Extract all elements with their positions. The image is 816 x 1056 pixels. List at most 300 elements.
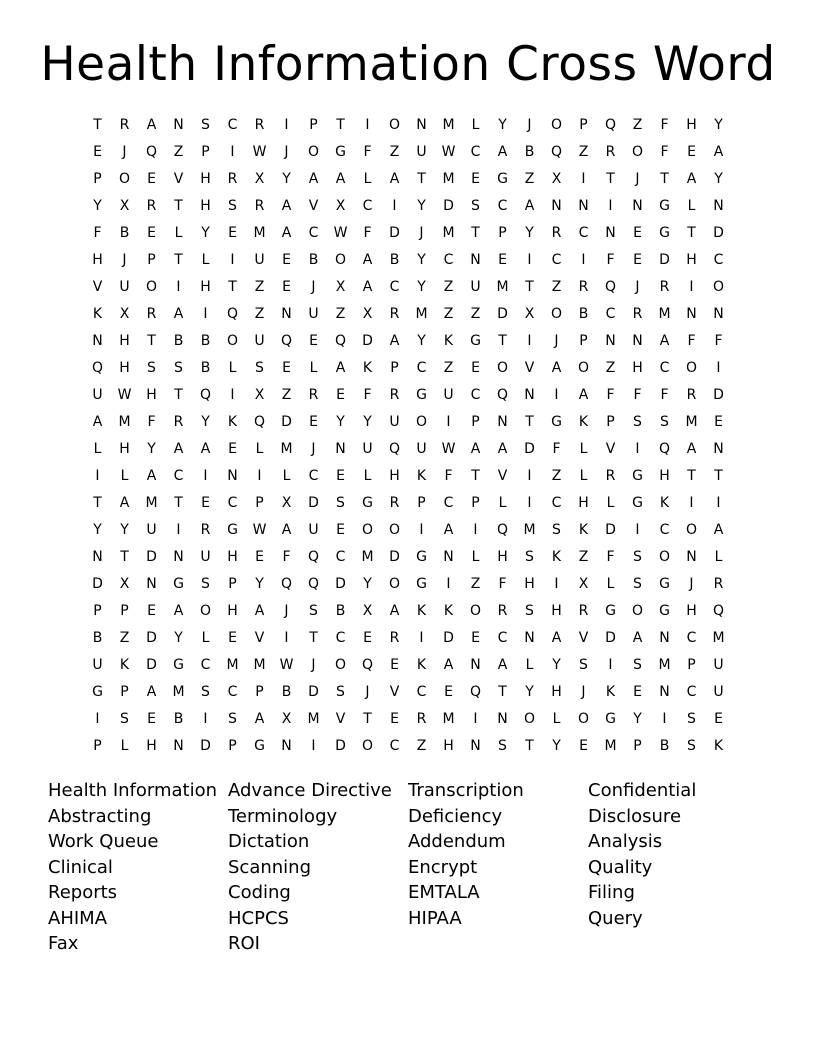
- grid-letter: Y: [201, 225, 210, 241]
- grid-letter: W: [252, 522, 267, 538]
- grid-letter: I: [419, 522, 424, 538]
- grid-letter: B: [308, 252, 319, 268]
- grid-letter: K: [416, 603, 427, 619]
- grid-letter: Y: [93, 522, 102, 538]
- grid-letter: A: [281, 225, 292, 241]
- grid-letter: T: [687, 225, 696, 241]
- grid-letter: O: [199, 603, 212, 619]
- grid-letter: R: [578, 279, 589, 295]
- grid-letter: C: [227, 495, 238, 511]
- grid-letter: E: [228, 630, 237, 646]
- grid-letter: D: [281, 414, 292, 430]
- grid-letter: Z: [281, 387, 292, 403]
- word-list-item: AHIMA: [48, 907, 108, 929]
- grid-letter: Y: [417, 252, 426, 268]
- grid-letter: O: [577, 360, 590, 376]
- grid-letter: I: [95, 468, 100, 484]
- grid-letter: H: [659, 468, 670, 484]
- word-list-item: Clinical: [48, 856, 113, 878]
- grid-letter: S: [633, 549, 642, 565]
- grid-letter: I: [446, 576, 451, 592]
- grid-letter: D: [659, 252, 670, 268]
- grid-letter: A: [362, 279, 373, 295]
- grid-letter: P: [93, 738, 102, 754]
- grid-letter: Z: [254, 279, 265, 295]
- grid-letter: M: [442, 171, 455, 187]
- grid-letter: S: [174, 360, 183, 376]
- grid-letter: V: [254, 630, 265, 646]
- grid-letter: H: [119, 441, 130, 457]
- grid-letter: S: [255, 360, 264, 376]
- grid-letter: N: [416, 117, 427, 133]
- grid-letter: E: [93, 144, 102, 160]
- grid-letter: P: [633, 738, 642, 754]
- grid-letter: O: [631, 603, 644, 619]
- grid-letter: Y: [255, 576, 264, 592]
- grid-letter: Z: [524, 171, 535, 187]
- grid-letter: Z: [551, 279, 562, 295]
- grid-letter: D: [443, 198, 454, 214]
- grid-letter: K: [551, 549, 562, 565]
- grid-letter: Y: [417, 279, 426, 295]
- grid-letter: I: [716, 495, 721, 511]
- word-list-item: Terminology: [228, 805, 338, 827]
- grid-letter: O: [361, 738, 374, 754]
- word-list-item: ROI: [228, 933, 260, 954]
- grid-letter: N: [632, 198, 643, 214]
- grid-letter: X: [335, 198, 346, 214]
- grid-letter: P: [309, 117, 318, 133]
- grid-letter: G: [416, 387, 427, 403]
- grid-letter: N: [92, 333, 103, 349]
- grid-letter: U: [200, 549, 211, 565]
- grid-letter: E: [282, 279, 291, 295]
- grid-letter: I: [527, 252, 532, 268]
- grid-letter: Y: [93, 198, 102, 214]
- grid-letter: U: [389, 414, 400, 430]
- grid-letter: O: [388, 522, 401, 538]
- grid-letter: Q: [280, 333, 293, 349]
- grid-letter: T: [525, 414, 534, 430]
- grid-letter: O: [307, 144, 320, 160]
- grid-letter: Z: [578, 549, 589, 565]
- grid-letter: A: [686, 171, 697, 187]
- grid-letter: K: [362, 360, 373, 376]
- word-list-item: Work Queue: [48, 831, 159, 852]
- grid-letter: A: [713, 144, 724, 160]
- grid-letter: D: [146, 630, 157, 646]
- grid-letter: J: [554, 333, 559, 349]
- grid-letter: I: [230, 144, 235, 160]
- grid-letter: O: [496, 360, 509, 376]
- grid-letter: B: [524, 144, 535, 160]
- grid-letter: C: [551, 495, 562, 511]
- grid-letter: L: [498, 495, 507, 511]
- grid-letter: A: [254, 711, 265, 727]
- grid-letter: C: [443, 252, 454, 268]
- grid-letter: Q: [307, 549, 320, 565]
- grid-letter: D: [92, 576, 103, 592]
- grid-letter: D: [146, 657, 157, 673]
- grid-letter: L: [120, 738, 129, 754]
- grid-letter: D: [335, 738, 346, 754]
- grid-letter: E: [201, 495, 210, 511]
- grid-letter: T: [309, 630, 318, 646]
- grid-letter: G: [470, 333, 481, 349]
- grid-letter: Y: [525, 225, 534, 241]
- grid-letter: A: [92, 414, 103, 430]
- grid-letter: E: [633, 684, 642, 700]
- grid-letter: P: [228, 738, 237, 754]
- grid-letter: D: [443, 630, 454, 646]
- grid-letter: C: [605, 306, 616, 322]
- grid-letter: A: [335, 171, 346, 187]
- grid-letter: T: [336, 117, 345, 133]
- grid-letter: G: [335, 144, 346, 160]
- grid-letter: Z: [578, 144, 589, 160]
- grid-letter: B: [659, 738, 670, 754]
- grid-letter: Y: [417, 333, 426, 349]
- grid-letter: F: [606, 252, 615, 268]
- grid-letter: M: [226, 657, 239, 673]
- grid-letter: E: [309, 333, 318, 349]
- grid-letter: V: [524, 360, 535, 376]
- grid-letter: D: [335, 576, 346, 592]
- grid-letter: H: [443, 738, 454, 754]
- grid-letter: U: [416, 441, 427, 457]
- grid-letter: K: [416, 468, 427, 484]
- grid-letter: K: [92, 306, 103, 322]
- grid-letter: N: [551, 198, 562, 214]
- grid-letter: F: [282, 549, 291, 565]
- grid-letter: N: [524, 630, 535, 646]
- grid-letter: I: [527, 333, 532, 349]
- grid-letter: K: [443, 333, 454, 349]
- grid-letter: Q: [361, 657, 374, 673]
- grid-letter: B: [200, 360, 211, 376]
- grid-letter: Y: [633, 711, 642, 727]
- grid-letter: A: [119, 495, 130, 511]
- grid-letter: D: [308, 684, 319, 700]
- grid-letter: H: [200, 198, 211, 214]
- grid-letter: N: [686, 306, 697, 322]
- grid-letter: X: [578, 576, 589, 592]
- grid-letter: V: [605, 441, 616, 457]
- grid-letter: P: [417, 495, 426, 511]
- word-list-item: Advance Directive: [228, 780, 392, 801]
- grid-letter: O: [523, 711, 536, 727]
- grid-letter: M: [442, 117, 455, 133]
- grid-letter: M: [442, 711, 455, 727]
- grid-letter: E: [336, 468, 345, 484]
- word-list-item: Fax: [48, 933, 79, 954]
- grid-letter: M: [523, 522, 536, 538]
- grid-letter: R: [119, 117, 130, 133]
- grid-letter: A: [173, 441, 184, 457]
- grid-letter: D: [713, 225, 724, 241]
- grid-letter: M: [145, 495, 158, 511]
- grid-letter: A: [389, 171, 400, 187]
- grid-letter: J: [581, 684, 586, 700]
- grid-letter: S: [687, 711, 696, 727]
- grid-letter: A: [578, 387, 589, 403]
- grid-letter: W: [279, 657, 294, 673]
- grid-letter: H: [389, 468, 400, 484]
- grid-letter: K: [713, 738, 724, 754]
- grid-letter: T: [525, 738, 534, 754]
- grid-letter: H: [119, 333, 130, 349]
- grid-letter: R: [308, 387, 319, 403]
- grid-letter: H: [686, 117, 697, 133]
- grid-letter: M: [118, 414, 131, 430]
- word-column-1: [48, 778, 228, 957]
- word-list-item: Disclosure: [588, 805, 682, 827]
- grid-letter: S: [336, 684, 345, 700]
- grid-letter: V: [578, 630, 589, 646]
- grid-letter: Q: [604, 117, 617, 133]
- grid-letter: Y: [201, 414, 210, 430]
- grid-letter: I: [473, 522, 478, 538]
- grid-letter: I: [365, 117, 370, 133]
- word-search-grid: [84, 112, 732, 760]
- grid-letter: H: [578, 495, 589, 511]
- grid-letter: C: [713, 252, 724, 268]
- grid-letter: I: [473, 711, 478, 727]
- grid-letter: P: [390, 360, 399, 376]
- grid-letter: T: [525, 279, 534, 295]
- grid-letter: L: [282, 468, 291, 484]
- grid-letter: G: [605, 711, 616, 727]
- grid-letter: Z: [443, 306, 454, 322]
- grid-letter: Q: [388, 441, 401, 457]
- grid-letter: T: [93, 495, 102, 511]
- grid-letter: A: [254, 603, 265, 619]
- grid-letter: M: [172, 684, 185, 700]
- grid-letter: Y: [363, 576, 372, 592]
- grid-letter: M: [307, 711, 320, 727]
- grid-letter: H: [497, 549, 508, 565]
- grid-letter: G: [362, 495, 373, 511]
- grid-letter: M: [712, 630, 725, 646]
- grid-letter: S: [687, 738, 696, 754]
- grid-letter: G: [416, 576, 427, 592]
- grid-letter: O: [550, 117, 563, 133]
- grid-letter: E: [498, 252, 507, 268]
- grid-letter: R: [416, 711, 427, 727]
- grid-letter: Q: [496, 522, 509, 538]
- grid-letter: A: [632, 630, 643, 646]
- grid-letter: J: [311, 441, 316, 457]
- word-list: [48, 778, 788, 978]
- word-list-item: Transcription: [408, 780, 524, 801]
- grid-letter: G: [173, 576, 184, 592]
- grid-letter: E: [147, 171, 156, 187]
- grid-letter: U: [416, 144, 427, 160]
- grid-letter: O: [388, 576, 401, 592]
- grid-letter: H: [200, 171, 211, 187]
- grid-letter: O: [658, 549, 671, 565]
- grid-letter: L: [309, 360, 318, 376]
- grid-letter: Y: [120, 522, 129, 538]
- word-list-item: Addendum: [408, 831, 506, 852]
- grid-letter: E: [282, 360, 291, 376]
- grid-letter: F: [660, 144, 669, 160]
- grid-letter: L: [606, 495, 615, 511]
- grid-letter: O: [577, 711, 590, 727]
- grid-letter: I: [635, 441, 640, 457]
- grid-letter: P: [687, 657, 696, 673]
- word-list-item: HCPCS: [228, 907, 289, 929]
- grid-letter: I: [581, 252, 586, 268]
- grid-letter: Y: [714, 171, 723, 187]
- grid-letter: N: [470, 657, 481, 673]
- grid-letter: P: [201, 144, 210, 160]
- grid-letter: M: [361, 549, 374, 565]
- grid-letter: O: [334, 252, 347, 268]
- grid-letter: D: [389, 549, 400, 565]
- word-list-item: Health Information: [48, 780, 218, 801]
- grid-letter: W: [333, 225, 348, 241]
- grid-letter: A: [146, 117, 157, 133]
- grid-letter: W: [117, 387, 132, 403]
- grid-letter: F: [606, 549, 615, 565]
- grid-letter: M: [604, 738, 617, 754]
- grid-letter: J: [122, 144, 127, 160]
- grid-letter: R: [605, 468, 616, 484]
- grid-letter: Z: [470, 576, 481, 592]
- grid-letter: H: [200, 279, 211, 295]
- grid-letter: P: [579, 117, 588, 133]
- grid-letter: S: [228, 711, 237, 727]
- grid-letter: I: [527, 495, 532, 511]
- grid-letter: I: [527, 468, 532, 484]
- grid-letter: Z: [119, 630, 130, 646]
- grid-letter: X: [254, 171, 265, 187]
- grid-letter: A: [200, 441, 211, 457]
- grid-letter: I: [581, 171, 586, 187]
- grid-letter: A: [497, 657, 508, 673]
- grid-letter: L: [606, 576, 615, 592]
- grid-letter: H: [686, 252, 697, 268]
- grid-letter: L: [120, 468, 129, 484]
- grid-letter: E: [147, 711, 156, 727]
- grid-letter: I: [446, 414, 451, 430]
- grid-letter: B: [173, 711, 184, 727]
- grid-letter: C: [659, 522, 670, 538]
- grid-letter: N: [713, 441, 724, 457]
- grid-letter: S: [201, 576, 210, 592]
- grid-letter: E: [147, 225, 156, 241]
- grid-letter: O: [145, 279, 158, 295]
- grid-letter: Y: [147, 441, 156, 457]
- grid-letter: Y: [417, 198, 426, 214]
- grid-letter: R: [389, 306, 400, 322]
- grid-letter: I: [203, 711, 208, 727]
- grid-letter: Y: [336, 414, 345, 430]
- grid-letter: O: [469, 603, 482, 619]
- grid-letter: Z: [470, 306, 481, 322]
- grid-letter: X: [254, 387, 265, 403]
- grid-letter: R: [173, 414, 184, 430]
- grid-letter: Y: [525, 684, 534, 700]
- grid-letter: T: [174, 252, 183, 268]
- grid-letter: H: [92, 252, 103, 268]
- grid-letter: N: [335, 441, 346, 457]
- grid-letter: X: [119, 198, 130, 214]
- grid-letter: U: [254, 252, 265, 268]
- grid-letter: A: [551, 630, 562, 646]
- grid-letter: Q: [280, 576, 293, 592]
- grid-letter: S: [552, 522, 561, 538]
- grid-letter: L: [174, 225, 183, 241]
- grid-letter: T: [606, 171, 615, 187]
- grid-letter: N: [497, 414, 508, 430]
- grid-letter: N: [173, 738, 184, 754]
- grid-letter: H: [146, 387, 157, 403]
- grid-letter: Q: [334, 333, 347, 349]
- grid-letter: E: [228, 441, 237, 457]
- grid-letter: L: [255, 441, 264, 457]
- word-list-item: Deficiency: [408, 805, 503, 827]
- grid-letter: M: [415, 306, 428, 322]
- grid-letter: Z: [389, 144, 400, 160]
- grid-letter: E: [471, 630, 480, 646]
- grid-letter: C: [227, 117, 238, 133]
- grid-letter: G: [632, 495, 643, 511]
- grid-letter: X: [551, 171, 562, 187]
- grid-letter: I: [608, 657, 613, 673]
- grid-letter: Y: [552, 657, 561, 673]
- grid-letter: N: [632, 333, 643, 349]
- grid-letter: T: [93, 117, 102, 133]
- grid-letter: O: [226, 333, 239, 349]
- grid-letter: N: [146, 576, 157, 592]
- grid-letter: H: [227, 603, 238, 619]
- grid-letter: A: [524, 198, 535, 214]
- grid-letter: F: [606, 387, 615, 403]
- grid-letter: R: [659, 279, 670, 295]
- grid-letter: Q: [226, 306, 239, 322]
- grid-letter: L: [201, 252, 210, 268]
- grid-letter: X: [335, 279, 346, 295]
- grid-letter: B: [389, 252, 400, 268]
- grid-letter: E: [714, 414, 723, 430]
- grid-letter: C: [362, 198, 373, 214]
- grid-letter: Q: [712, 603, 725, 619]
- grid-letter: N: [173, 117, 184, 133]
- grid-letter: A: [146, 468, 157, 484]
- grid-letter: M: [496, 279, 509, 295]
- grid-letter: S: [120, 711, 129, 727]
- grid-letter: D: [713, 387, 724, 403]
- grid-letter: C: [578, 225, 589, 241]
- word-list-item: Abstracting: [48, 805, 152, 827]
- grid-letter: A: [308, 171, 319, 187]
- grid-letter: T: [417, 171, 426, 187]
- grid-letter: Q: [199, 387, 212, 403]
- word-column-4: [588, 778, 768, 931]
- grid-letter: N: [686, 549, 697, 565]
- grid-letter: C: [416, 684, 427, 700]
- grid-letter: Z: [443, 360, 454, 376]
- grid-letter: F: [498, 576, 507, 592]
- grid-letter: S: [525, 549, 534, 565]
- grid-letter: I: [230, 252, 235, 268]
- grid-letter: I: [95, 711, 100, 727]
- grid-letter: F: [363, 144, 372, 160]
- grid-letter: Z: [551, 468, 562, 484]
- grid-letter: N: [578, 198, 589, 214]
